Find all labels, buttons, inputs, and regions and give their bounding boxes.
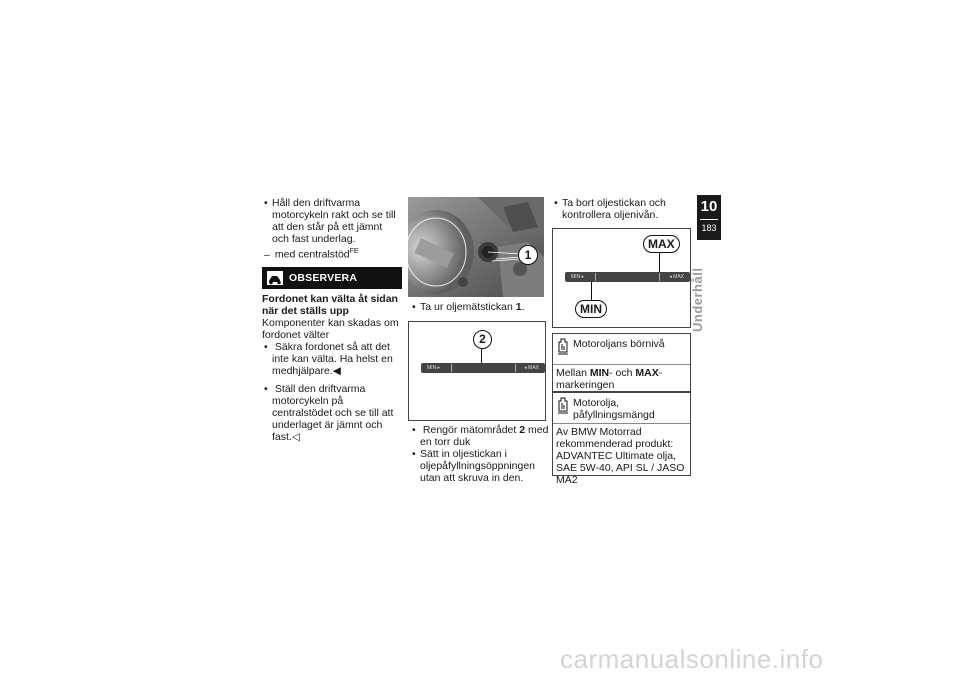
instruction-center-stand <box>262 383 402 443</box>
clean-area-pre: Rengör mätområdet <box>422 424 517 436</box>
dipstick-min-mark: MIN ▸ <box>427 365 441 371</box>
warning-title: OBSERVERA <box>289 271 358 284</box>
condition-text: med centralstöd <box>274 248 350 261</box>
dipstick-bar <box>565 272 690 282</box>
spec-title: Motoroljans börnivå <box>573 338 665 350</box>
spec-value: Mellan MIN- och MAX-markeringen <box>556 367 663 391</box>
warning-bullet-text: Säkra fordonet så att det inte kan välta. Ha helst en medhjälpare. <box>272 340 393 377</box>
max-label: MAX <box>643 235 680 253</box>
warning-header <box>262 267 402 289</box>
dipstick-max-mark: ◂ MAX <box>524 365 539 371</box>
spec-title: Motorolja, påfyllningsmängd <box>573 397 655 421</box>
clean-area-post: med en torr duk <box>420 424 549 448</box>
remove-dipstick-ref: 1 <box>515 301 522 313</box>
max-leader-line <box>659 253 660 273</box>
spec-box-oil-quantity <box>552 392 691 486</box>
warning-heading: Fordonet kan välta åt sidan när det ställs upp <box>262 292 398 317</box>
dipstick-figure-level <box>552 228 691 328</box>
instruction-warm-upright: • Håll den driftvarma motorcykeln rakt och se till att den står på ett jämnt och fast underlag. <box>262 197 402 245</box>
condition-superscript: FE <box>349 248 359 255</box>
photo-callout-circle: 1 <box>518 245 538 265</box>
chapter-number: 10 <box>700 198 718 215</box>
instruction-remove-dipstick: • Ta ur oljemätstickan 1. <box>410 301 550 313</box>
spec-header <box>553 334 690 365</box>
warning-body: Komponenter kan skadas om fordonet välter <box>262 316 399 341</box>
motorcycle-warning-icon <box>267 271 283 285</box>
clean-area-ref: 2 <box>519 424 526 436</box>
condition-center-stand <box>262 246 402 261</box>
section-label: Underhåll <box>690 267 705 332</box>
oil-can-icon <box>553 393 573 423</box>
engine-photo <box>408 197 544 297</box>
spec-value: Av BMW Motorrad rekommenderad produkt: ADVANTEC Ultimate olja, SAE 5W-40, API SL / JASO MA2 <box>556 426 685 486</box>
dipstick-min-mark: MIN ▸ <box>571 274 585 280</box>
dipstick-max-mark: ◂ MAX <box>669 274 684 280</box>
watermark: carmanualsonline.info <box>560 644 824 674</box>
dipstick-callout-circle: 2 <box>473 330 492 349</box>
dipstick-figure-clean <box>408 321 546 421</box>
instruction-check-level: • Ta bort oljestickan och kontrollera oljenivån. <box>552 197 690 221</box>
oil-can-icon <box>553 334 573 364</box>
column-2-instructions <box>410 424 550 484</box>
remove-dipstick-text: Ta ur oljemätstickan <box>420 301 513 313</box>
instruction-center-stand-text: Ställ den driftvarma motorcykeln på centralstödet och se till att underlaget är jämnt och fast. <box>272 382 394 443</box>
warning-bullet <box>262 341 402 377</box>
chapter-tab <box>697 195 721 240</box>
page-number: 183 <box>701 223 717 233</box>
end-of-warning-mark: ◀ <box>332 364 341 377</box>
min-label: MIN <box>575 300 607 318</box>
min-leader-line <box>591 282 592 300</box>
column-1 <box>262 197 402 443</box>
spec-header <box>553 393 690 424</box>
dipstick-bar <box>421 363 545 373</box>
spec-box-oil-level <box>552 333 691 392</box>
instruction-insert-dipstick: • Sätt in oljestickan i oljepåfyllningsöppningen utan att skruva in den. <box>410 448 550 484</box>
end-of-action-mark: ◁ <box>291 430 300 443</box>
instruction-clean-area <box>410 424 550 448</box>
